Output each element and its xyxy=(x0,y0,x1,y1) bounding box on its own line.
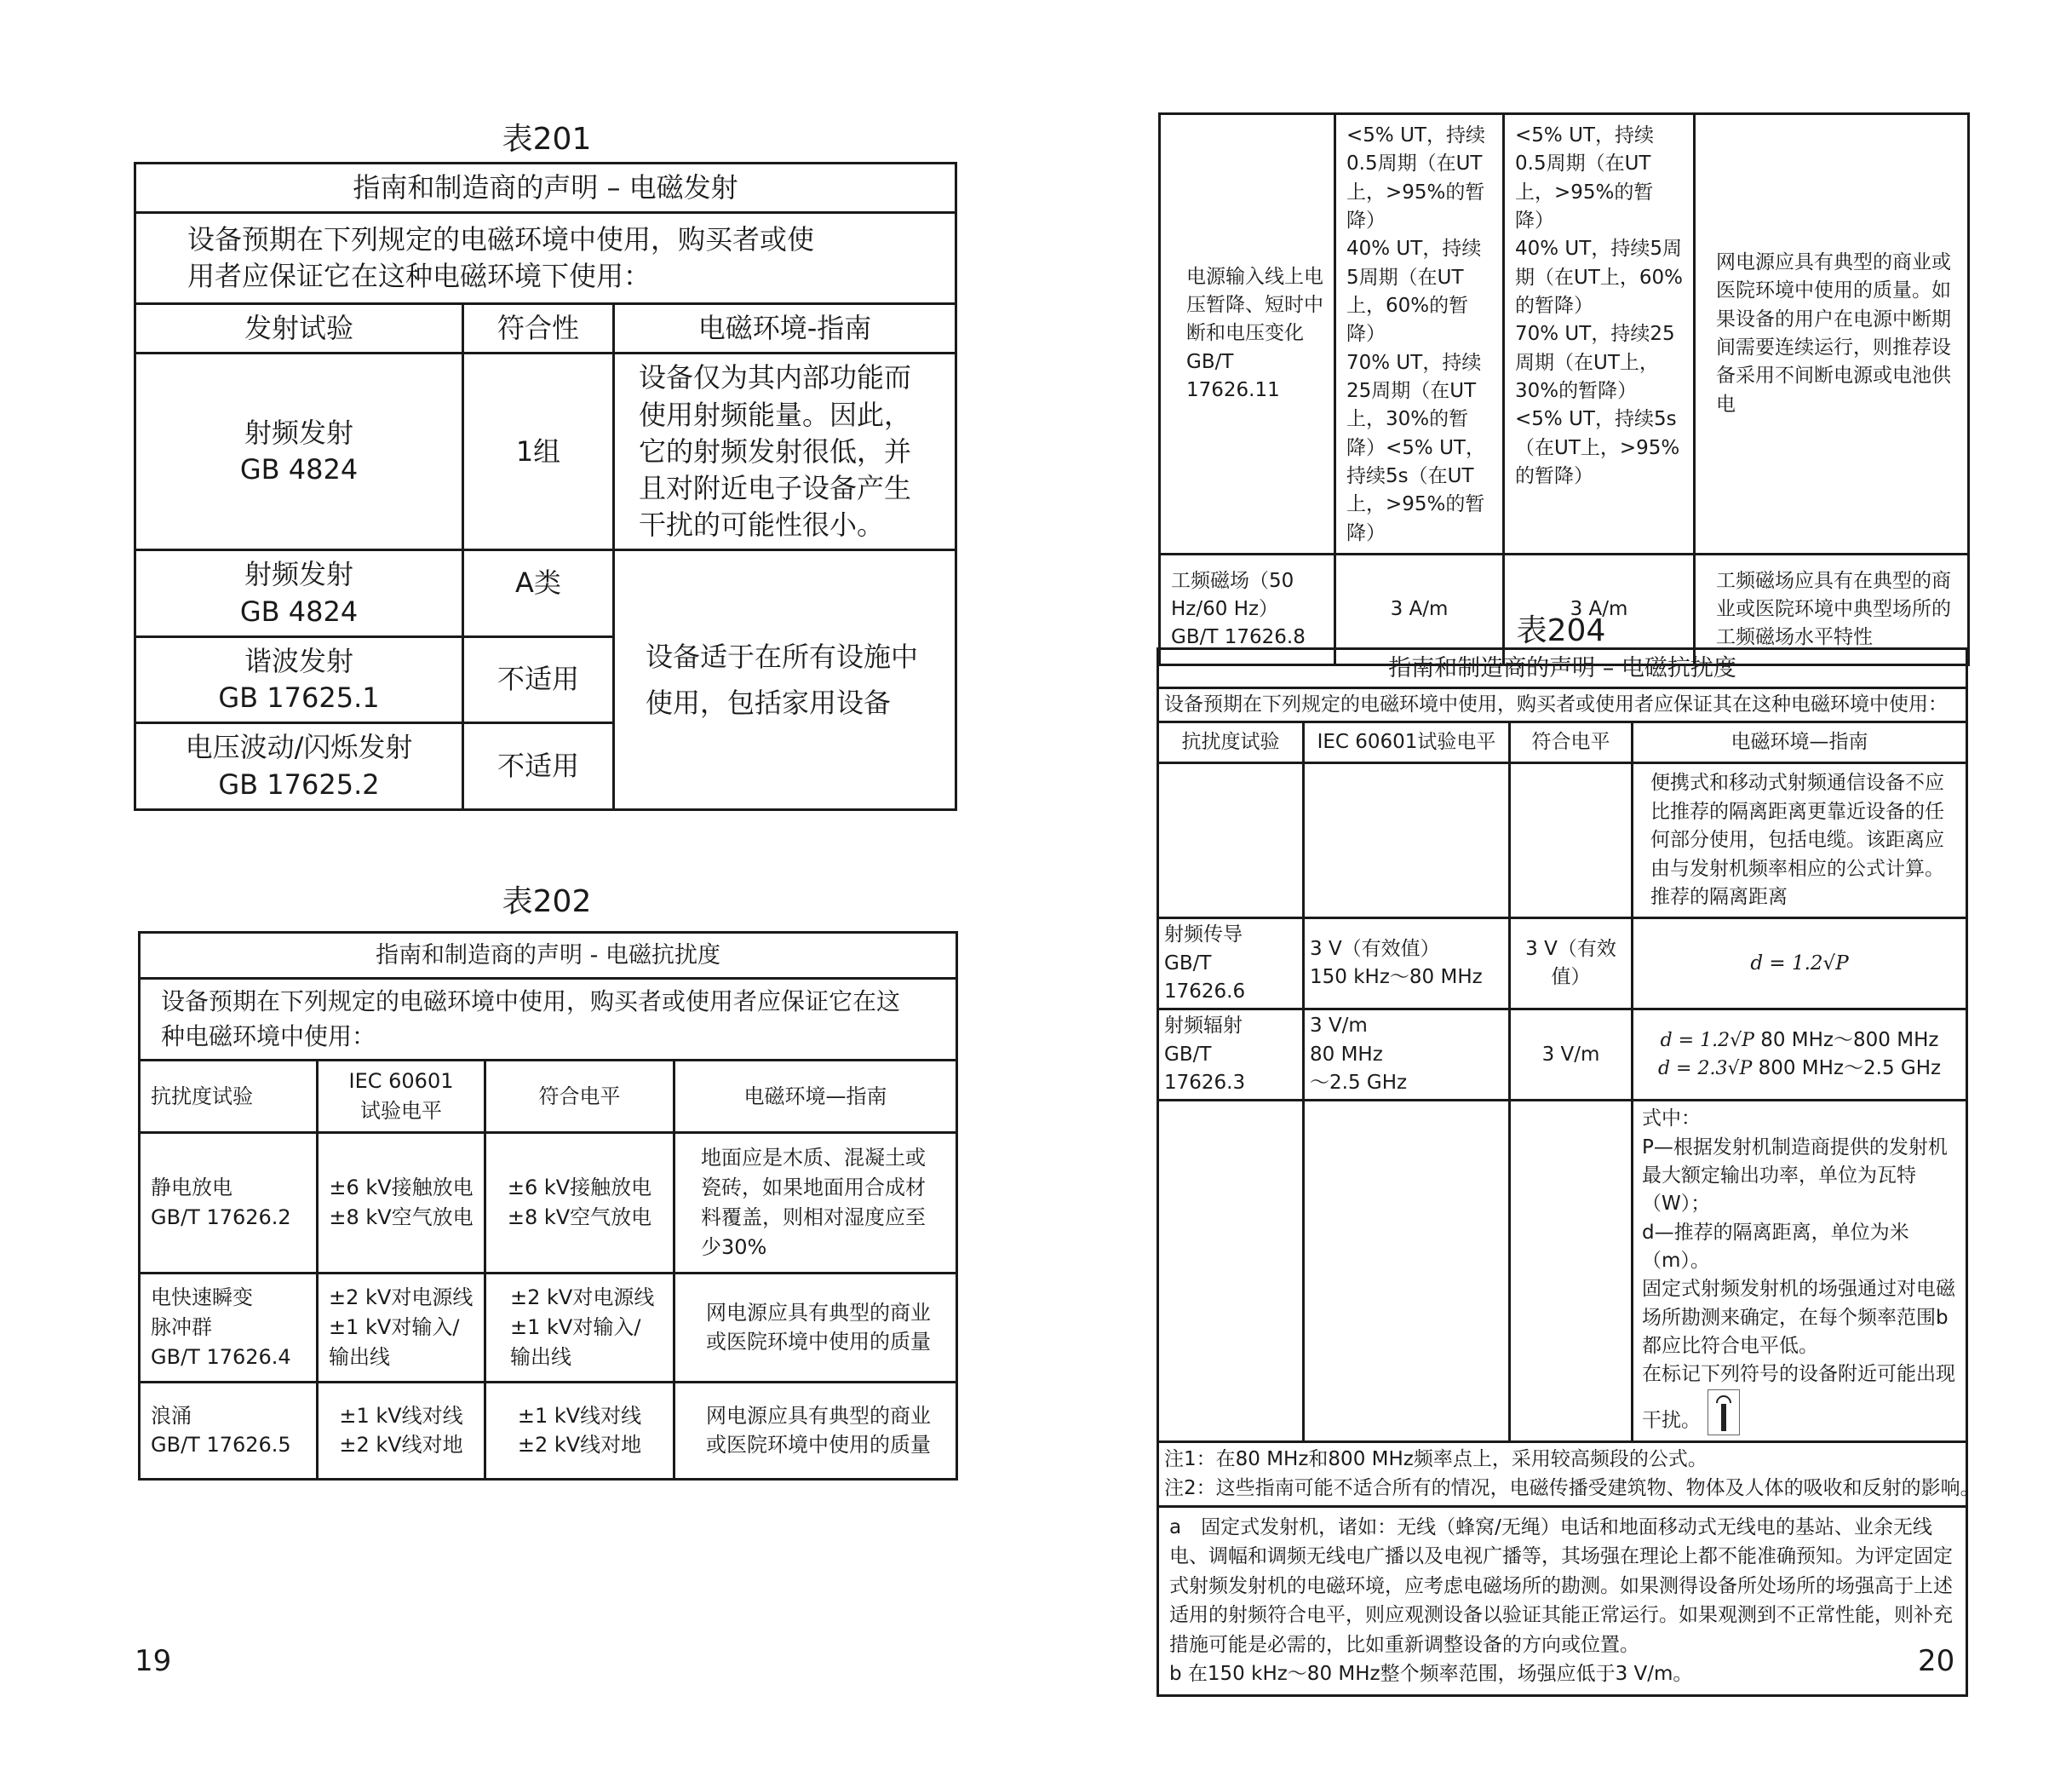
table201 xyxy=(134,162,957,811)
table202-header-test: 抗扰度试验 xyxy=(140,1061,318,1133)
table201-intro: 设备预期在下列规定的电磁环境中使用，购买者或使 用者应保证它在这种电磁环境下使用： xyxy=(135,213,956,304)
table-row xyxy=(1160,114,1969,555)
table204-header-compliance: 符合电平 xyxy=(1510,722,1633,763)
table202-row1-test: 静电放电 GB/T 17626.2 xyxy=(140,1132,318,1273)
table202-row3-iec: ±1 kV线对线 ±2 kV线对地 xyxy=(318,1382,485,1479)
table204-row1-iec: 3 V（有效值） 150 kHz～80 MHz xyxy=(1304,918,1510,1009)
table202-intro: 设备预期在下列规定的电磁环境中使用，购买者或使用者应保证它在这 种电磁环境中使用： xyxy=(140,979,957,1061)
table204-row2-iec: 3 V/m 80 MHz ～2.5 GHz xyxy=(1304,1009,1510,1101)
table-row xyxy=(1158,1009,1967,1101)
table202-row2-iec: ±2 kV对电源线 ±1 kV对输入/ 输出线 xyxy=(318,1273,485,1382)
table204-row1-compliance: 3 V（有效值） xyxy=(1510,918,1633,1009)
table-row xyxy=(140,1273,957,1382)
table204-note1: 注1：在80 MHz和800 MHz频率点上，采用较高频段的公式。 xyxy=(1164,1447,1708,1470)
table202-row3-test: 浪涌 GB/T 17626.5 xyxy=(140,1382,318,1479)
table204-notes xyxy=(1158,1441,1980,1506)
page-number-left: 19 xyxy=(135,1644,172,1678)
table201-row2-compliance: A类 xyxy=(463,550,614,636)
table204-row2-test: 射频辐射 GB/T 17626.3 xyxy=(1158,1009,1304,1101)
formula-2-range: 800 MHz～2.5 GHz xyxy=(1758,1057,1942,1080)
table201-row2-test: 射频发射 GB 4824 xyxy=(135,550,463,636)
table204-intro: 设备预期在下列规定的电磁环境中使用，购买者或使用者应保证其在这种电磁环境中使用： xyxy=(1158,688,1967,722)
table-row xyxy=(1158,1101,1967,1441)
table-row xyxy=(1158,918,1967,1009)
table202-header-compliance: 符合电平 xyxy=(485,1061,674,1133)
table201-header-guidance: 电磁环境-指南 xyxy=(614,304,956,354)
table203-row2-compliance: 3 A/m xyxy=(1504,555,1695,665)
table201-title: 指南和制造商的声明 – 电磁发射 xyxy=(135,164,956,213)
table201-row4-test: 电压波动/闪烁发射 GB 17625.2 xyxy=(135,723,463,810)
table203-row2-test: 工频磁场（50 Hz/60 Hz） GB/T 17626.8 xyxy=(1160,555,1335,665)
table202-row2-compliance: ±2 kV对电源线 ±1 kV对输入/ 输出线 xyxy=(485,1273,674,1382)
table202-row2-guidance: 网电源应具有典型的商业或医院环境中使用的质量 xyxy=(674,1273,957,1382)
table-row xyxy=(1158,763,1967,918)
table203-row2-iec: 3 A/m xyxy=(1335,555,1504,665)
table202-row1-iec: ±6 kV接触放电 ±8 kV空气放电 xyxy=(318,1132,485,1273)
table203-row1-iec: <5% UT，持续0.5周期（在UT上，>95%的暂降） 40% UT，持续5周期（在UT上，60%的暂降） 70% UT，持续25周期（在UT上，30%的暂降）<5% UT，持续5s（在UT上，>95%的暂降） xyxy=(1335,114,1504,555)
table201-caption: 表201 xyxy=(502,122,592,157)
table203-row1-test: 电源输入线上电压暂降、短时中断和电压变化 GB/T 17626.11 xyxy=(1160,114,1335,555)
table203-row1-guidance: 网电源应具有典型的商业或医院环境中使用的质量。如果设备的用户在电源中断期间需要连续运行，则推荐设备采用不间断电源或电池供电 xyxy=(1695,114,1969,555)
table204-caption: 表204 xyxy=(1516,613,1606,648)
formula-1: d = 1.2√P xyxy=(1660,1029,1754,1051)
table204-header-guidance: 电磁环境—指南 xyxy=(1633,722,1967,763)
table202-header-iec: IEC 60601 试验电平 xyxy=(318,1061,485,1133)
table203-row1-compliance: <5% UT，持续0.5周期（在UT上，>95%的暂降） 40% UT，持续5周期（在UT上，60%的暂降） 70% UT，持续25周期（在UT上，30%的暂降） <5% UT，持续5s（在UT上，>95%的暂降） xyxy=(1504,114,1695,555)
table204-header-iec: IEC 60601试验电平 xyxy=(1304,722,1510,763)
table203-row2-guidance: 工频磁场应具有在典型的商业或医院环境中典型场所的工频磁场水平特性 xyxy=(1695,555,1969,665)
table-row xyxy=(140,1132,957,1273)
table201-row1-guidance: 设备仅为其内部功能而使用射频能量。因此，它的射频发射很低，并且对附近电子设备产生干扰的可能性很小。 xyxy=(614,354,956,550)
non-ionizing-radiation-icon xyxy=(1708,1389,1740,1435)
table204-note2: 注2：这些指南可能不适合所有的情况，电磁传播受建筑物、物体及人体的吸收和反射的影响。 xyxy=(1164,1477,1980,1500)
table201-row3-compliance: 不适用 xyxy=(463,636,614,722)
table204-footnote-b: b 在150 kHz～80 MHz整个频率范围，场强应低于3 V/m。 xyxy=(1169,1663,1693,1686)
table201-row3-test: 谐波发射 GB 17625.1 xyxy=(135,636,463,722)
formula-2: d = 2.3√P xyxy=(1657,1058,1753,1080)
table204-row1-formula: d = 1.2√P xyxy=(1633,918,1967,1009)
table202-caption: 表202 xyxy=(502,884,592,919)
table202-row3-compliance: ±1 kV线对线 ±2 kV线对地 xyxy=(485,1382,674,1479)
table201-merged-guidance: 设备适于在所有设施中使用，包括家用设备 xyxy=(614,550,956,810)
table204-guidance-intro: 便携式和移动式射频通信设备不应比推荐的隔离距离更靠近设备的任何部分使用，包括电缆。该距离应由与发射机频率相应的公式计算。推荐的隔离距离 xyxy=(1633,763,1967,918)
table-row xyxy=(135,550,956,636)
table202-header-guidance: 电磁环境—指南 xyxy=(674,1061,957,1133)
table202-title: 指南和制造商的声明 - 电磁抗扰度 xyxy=(140,933,957,979)
table202-row1-compliance: ±6 kV接触放电 ±8 kV空气放电 xyxy=(485,1132,674,1273)
table202 xyxy=(138,931,958,1481)
table-row xyxy=(140,1382,957,1479)
formula-1-range: 80 MHz～800 MHz xyxy=(1760,1028,1939,1051)
table201-row1-compliance: 1组 xyxy=(463,354,614,550)
page-number-right: 20 xyxy=(1918,1644,1955,1678)
table204-footnotes xyxy=(1158,1506,1967,1695)
table202-row3-guidance: 网电源应具有典型的商业或医院环境中使用的质量 xyxy=(674,1382,957,1479)
table204-explanation: 式中： P—根据发射机制造商提供的发射机最大额定输出功率，单位为瓦特（W）； d—推荐的隔离距离，单位为米（m）。 固定式射频发射机的场强通过对电磁场所勘测来确定，在每个频率范围b都应比符合电平低。 在标记下列符号的设备附近可能出现干扰。 xyxy=(1642,1107,1955,1432)
table202-row1-guidance: 地面应是木质、混凝土或瓷砖，如果地面用合成材料覆盖，则相对湿度应至少30% xyxy=(674,1132,957,1273)
table-row xyxy=(135,354,956,550)
table201-header-compliance: 符合性 xyxy=(463,304,614,354)
table204-footnote-a: a 固定式发射机，诸如：无线（蜂窝/无绳）电话和地面移动式无线电的基站、业余无线电、调幅和调频无线电广播以及电视广播等，其场强在理论上都不能准确预知。为评定固定式射频发射机的电磁环境，应考虑电磁场所的勘测。如果测得设备所处场所的场强高于上述适用的射频符合电平，则应观测设备以验证其能正常运行。如果观测到不正常性能，则补充措施可能是必需的，比如重新调整设备的方向或位置。 xyxy=(1169,1515,1953,1656)
table203 xyxy=(1158,112,1970,666)
table201-row4-compliance: 不适用 xyxy=(463,723,614,810)
table201-header-test: 发射试验 xyxy=(135,304,463,354)
table202-row2-test: 电快速瞬变 脉冲群 GB/T 17626.4 xyxy=(140,1273,318,1382)
table204-row2-formulas xyxy=(1633,1009,1967,1101)
table204-row2-compliance: 3 V/m xyxy=(1510,1009,1633,1101)
table204 xyxy=(1157,647,1980,1697)
table201-row1-test: 射频发射 GB 4824 xyxy=(135,354,463,550)
table204-title: 指南和制造商的声明 – 电磁抗扰度 xyxy=(1158,649,1967,688)
table204-header-test: 抗扰度试验 xyxy=(1158,722,1304,763)
table204-row1-test: 射频传导 GB/T 17626.6 xyxy=(1158,918,1304,1009)
table204-explanation-cell xyxy=(1633,1101,1967,1441)
